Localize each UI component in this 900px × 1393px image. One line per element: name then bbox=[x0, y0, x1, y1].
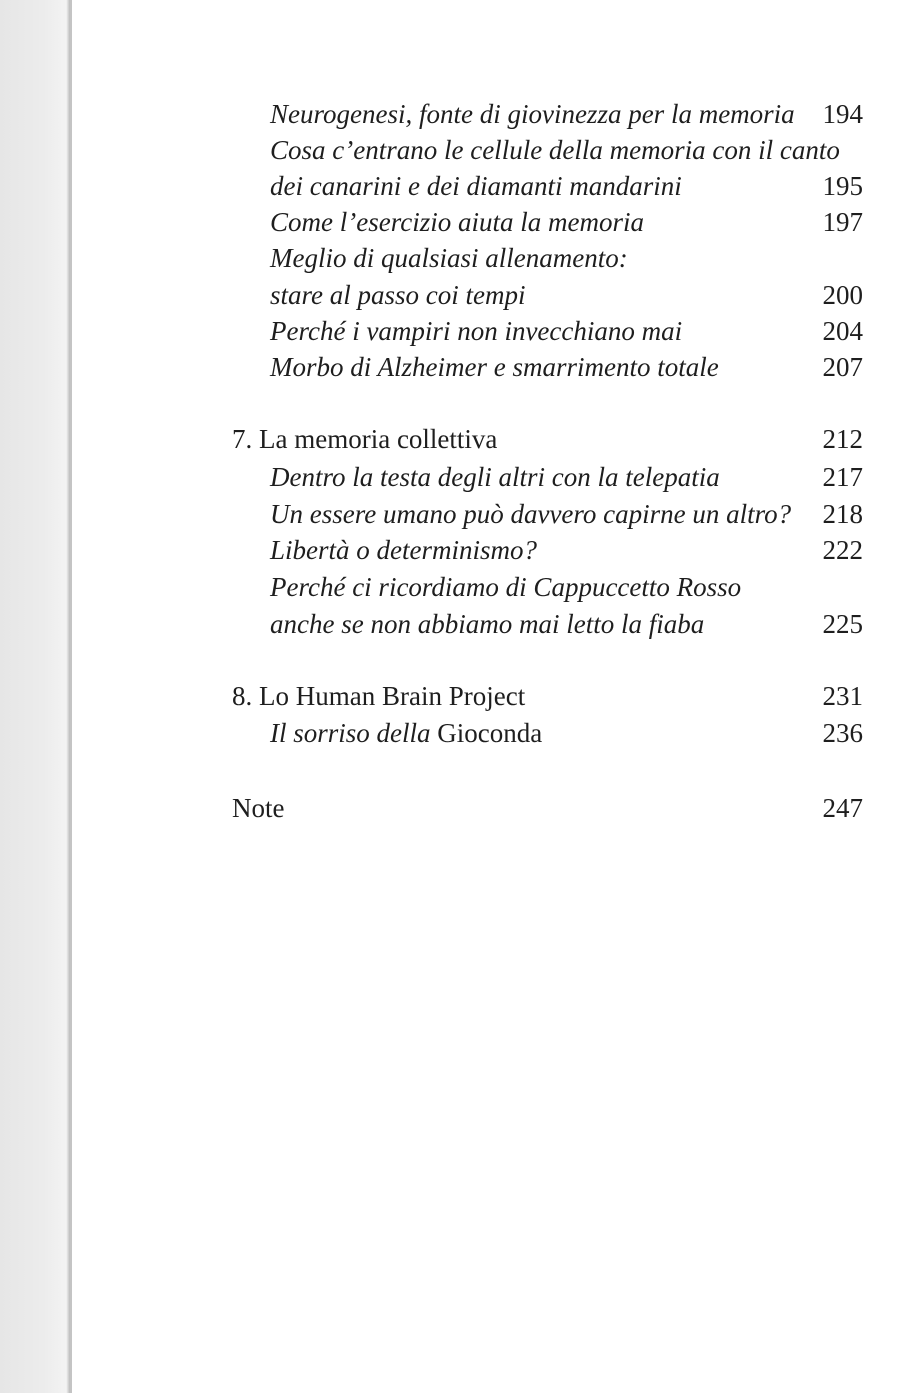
toc-entry bbox=[0, 718, 900, 754]
toc-entry bbox=[0, 535, 900, 571]
toc-chapter-title: Note bbox=[232, 793, 285, 823]
toc-entry-title: Meglio di qualsiasi allenamento: bbox=[270, 243, 628, 273]
toc-entry bbox=[0, 352, 900, 388]
toc-entry-page: 236 bbox=[822, 718, 863, 748]
toc-entry bbox=[0, 135, 900, 171]
toc-entry-title: Come l’esercizio aiuta la memoria bbox=[270, 207, 644, 237]
toc-entry-title: dei canarini e dei diamanti mandarini bbox=[270, 171, 682, 201]
toc-entry bbox=[0, 99, 900, 135]
toc-entry-title: Perché i vampiri non invecchiano mai bbox=[270, 316, 683, 346]
toc-entry bbox=[0, 243, 900, 279]
toc-entry bbox=[0, 499, 900, 535]
toc-entry-page: 197 bbox=[822, 207, 863, 237]
toc-entry-page: 194 bbox=[822, 99, 863, 129]
toc-entry-title-roman: Gioconda bbox=[437, 718, 543, 748]
toc-entry-title: stare al passo coi tempi bbox=[270, 280, 526, 310]
toc-entry-title: Libertà o determinismo? bbox=[270, 535, 537, 565]
toc-chapter-title: 7. La memoria collettiva bbox=[232, 424, 498, 454]
toc-entry-title: Neurogenesi, fonte di giovinezza per la memoria bbox=[270, 99, 795, 129]
toc-chapter-notes bbox=[0, 793, 900, 829]
toc-entry-page: 218 bbox=[822, 499, 863, 529]
toc-entry bbox=[0, 316, 900, 352]
toc-entry-title bbox=[270, 718, 542, 749]
toc-chapter-page: 212 bbox=[822, 424, 863, 454]
toc-entry bbox=[0, 280, 900, 316]
toc-entry bbox=[0, 462, 900, 498]
toc-entry bbox=[0, 207, 900, 243]
toc-entry bbox=[0, 609, 900, 645]
toc-chapter-title: 8. Lo Human Brain Project bbox=[232, 681, 526, 711]
toc-entry bbox=[0, 171, 900, 207]
toc-entry-title: Dentro la testa degli altri con la telepatia bbox=[270, 462, 720, 492]
toc-entry-title-italic: Il sorriso della bbox=[270, 718, 431, 748]
toc-entry-page: 200 bbox=[822, 280, 863, 310]
toc-entry-page: 225 bbox=[822, 609, 863, 639]
toc-entry-page: 195 bbox=[822, 171, 863, 201]
toc-chapter-page: 247 bbox=[822, 793, 863, 823]
toc-entry-title: Cosa c’entrano le cellule della memoria con il canto bbox=[270, 135, 840, 165]
toc-entry-title: Morbo di Alzheimer e smarrimento totale bbox=[270, 352, 719, 382]
toc-chapter bbox=[0, 681, 900, 717]
toc-chapter bbox=[0, 424, 900, 460]
toc-entry-page: 217 bbox=[822, 462, 863, 492]
toc-entry-title: anche se non abbiamo mai letto la fiaba bbox=[270, 609, 705, 639]
toc-entry-page: 222 bbox=[822, 535, 863, 565]
toc-chapter-page: 231 bbox=[822, 681, 863, 711]
toc-entry bbox=[0, 572, 900, 608]
toc-entry-title: Perché ci ricordiamo di Cappuccetto Rosso bbox=[270, 572, 742, 602]
toc-entry-page: 207 bbox=[822, 352, 863, 382]
toc-entry-page: 204 bbox=[822, 316, 863, 346]
toc-entry-title: Un essere umano può davvero capirne un altro? bbox=[270, 499, 792, 529]
